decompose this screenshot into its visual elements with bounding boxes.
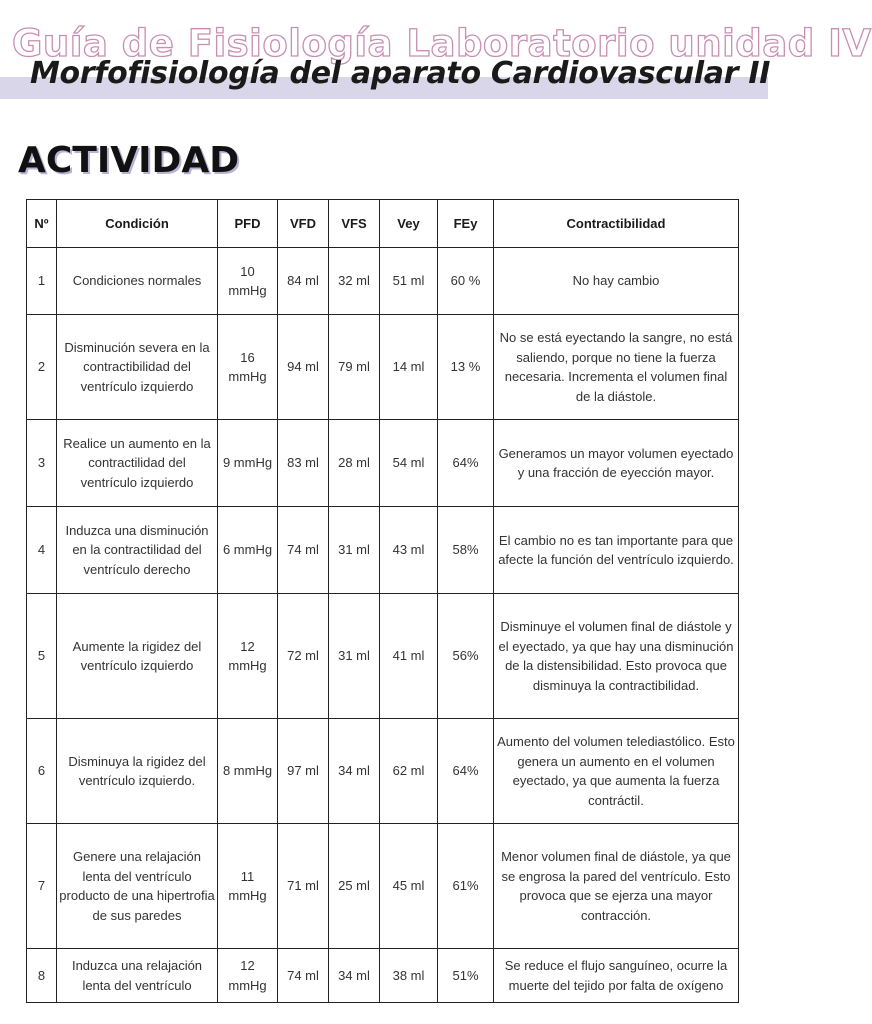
table-row xyxy=(27,315,739,420)
cell-vey: 51 ml xyxy=(380,248,438,315)
cell-vfd: 97 ml xyxy=(278,719,329,824)
cell-vfs: 79 ml xyxy=(329,315,380,420)
column-header: Vey xyxy=(380,200,438,248)
cell-contractibility: Menor volumen final de diástole, ya que se engrosa la pared del ventrículo. Esto provoca que se ejerza una mayor contracción. xyxy=(494,824,739,949)
cell-vfd: 72 ml xyxy=(278,594,329,719)
cell-fey: 51% xyxy=(438,949,494,1003)
cell-condition: Aumente la rigidez del ventrículo izquierdo xyxy=(57,594,218,719)
cell-vfd: 71 ml xyxy=(278,824,329,949)
table-row xyxy=(27,949,739,1003)
cell-condition: Induzca una disminución en la contractilidad del ventrículo derecho xyxy=(57,507,218,594)
cell-number: 2 xyxy=(27,315,57,420)
cell-condition: Disminuya la rigidez del ventrículo izquierdo. xyxy=(57,719,218,824)
cell-fey: 58% xyxy=(438,507,494,594)
section-heading: ACTIVIDAD xyxy=(18,140,240,181)
column-header: FEy xyxy=(438,200,494,248)
cell-contractibility: Disminuye el volumen final de diástole y el eyectado, ya que hay una disminución de la distensibilidad. Esto provoca que disminuya la contractibilidad. xyxy=(494,594,739,719)
cell-vfd: 74 ml xyxy=(278,949,329,1003)
cell-contractibility: Se reduce el flujo sanguíneo, ocurre la muerte del tejido por falta de oxígeno xyxy=(494,949,739,1003)
cell-number: 7 xyxy=(27,824,57,949)
cell-vfs: 25 ml xyxy=(329,824,380,949)
page-subtitle: Morfofisiología del aparato Cardiovascular II xyxy=(30,56,771,91)
guide-title: Guía de Fisiología Laboratorio unidad IV xyxy=(12,22,872,65)
table-row xyxy=(27,420,739,507)
cell-fey: 60 % xyxy=(438,248,494,315)
column-header: VFS xyxy=(329,200,380,248)
cell-pfd: 11 mmHg xyxy=(218,824,278,949)
column-header: PFD xyxy=(218,200,278,248)
cell-condition: Realice un aumento en la contractilidad del ventrículo izquierdo xyxy=(57,420,218,507)
cell-vfs: 31 ml xyxy=(329,507,380,594)
cell-condition: Genere una relajación lenta del ventrículo producto de una hipertrofia de sus paredes xyxy=(57,824,218,949)
table-row xyxy=(27,594,739,719)
table-row xyxy=(27,507,739,594)
cell-condition: Disminución severa en la contractibilidad del ventrículo izquierdo xyxy=(57,315,218,420)
cell-contractibility: Generamos un mayor volumen eyectado y una fracción de eyección mayor. xyxy=(494,420,739,507)
cell-vfs: 28 ml xyxy=(329,420,380,507)
column-header: Nº xyxy=(27,200,57,248)
cell-number: 1 xyxy=(27,248,57,315)
cell-number: 4 xyxy=(27,507,57,594)
column-header: VFD xyxy=(278,200,329,248)
cell-vfd: 83 ml xyxy=(278,420,329,507)
cell-contractibility: El cambio no es tan importante para que afecte la función del ventrículo izquierdo. xyxy=(494,507,739,594)
cell-pfd: 8 mmHg xyxy=(218,719,278,824)
cell-fey: 13 % xyxy=(438,315,494,420)
table-row xyxy=(27,824,739,949)
page-header xyxy=(0,0,872,110)
table-row xyxy=(27,248,739,315)
cell-vey: 54 ml xyxy=(380,420,438,507)
cell-vey: 45 ml xyxy=(380,824,438,949)
cell-fey: 64% xyxy=(438,719,494,824)
cell-pfd: 16 mmHg xyxy=(218,315,278,420)
cell-pfd: 6 mmHg xyxy=(218,507,278,594)
cell-pfd: 12 mmHg xyxy=(218,949,278,1003)
cell-number: 3 xyxy=(27,420,57,507)
cell-number: 5 xyxy=(27,594,57,719)
column-header: Condición xyxy=(57,200,218,248)
cell-fey: 61% xyxy=(438,824,494,949)
cell-number: 6 xyxy=(27,719,57,824)
column-header: Contractibilidad xyxy=(494,200,739,248)
cell-vey: 43 ml xyxy=(380,507,438,594)
cell-fey: 56% xyxy=(438,594,494,719)
cell-contractibility: No se está eyectando la sangre, no está saliendo, porque no tiene la fuerza necesaria. Incrementa el volumen final de la diástole. xyxy=(494,315,739,420)
cell-condition: Condiciones normales xyxy=(57,248,218,315)
cell-vey: 41 ml xyxy=(380,594,438,719)
cell-vfs: 32 ml xyxy=(329,248,380,315)
results-table xyxy=(26,199,739,1003)
table-row xyxy=(27,719,739,824)
cell-vey: 38 ml xyxy=(380,949,438,1003)
cell-vfs: 31 ml xyxy=(329,594,380,719)
cell-pfd: 9 mmHg xyxy=(218,420,278,507)
cell-contractibility: Aumento del volumen telediastólico. Esto genera un aumento en el volumen eyectado, ya que aumenta la fuerza contráctil. xyxy=(494,719,739,824)
cell-number: 8 xyxy=(27,949,57,1003)
cell-vfs: 34 ml xyxy=(329,719,380,824)
cell-condition: Induzca una relajación lenta del ventrículo xyxy=(57,949,218,1003)
cell-contractibility: No hay cambio xyxy=(494,248,739,315)
cell-vfd: 74 ml xyxy=(278,507,329,594)
cell-vfd: 84 ml xyxy=(278,248,329,315)
cell-vey: 14 ml xyxy=(380,315,438,420)
table-header-row xyxy=(27,200,739,248)
cell-vey: 62 ml xyxy=(380,719,438,824)
cell-vfs: 34 ml xyxy=(329,949,380,1003)
cell-vfd: 94 ml xyxy=(278,315,329,420)
cell-fey: 64% xyxy=(438,420,494,507)
cell-pfd: 12 mmHg xyxy=(218,594,278,719)
cell-pfd: 10 mmHg xyxy=(218,248,278,315)
